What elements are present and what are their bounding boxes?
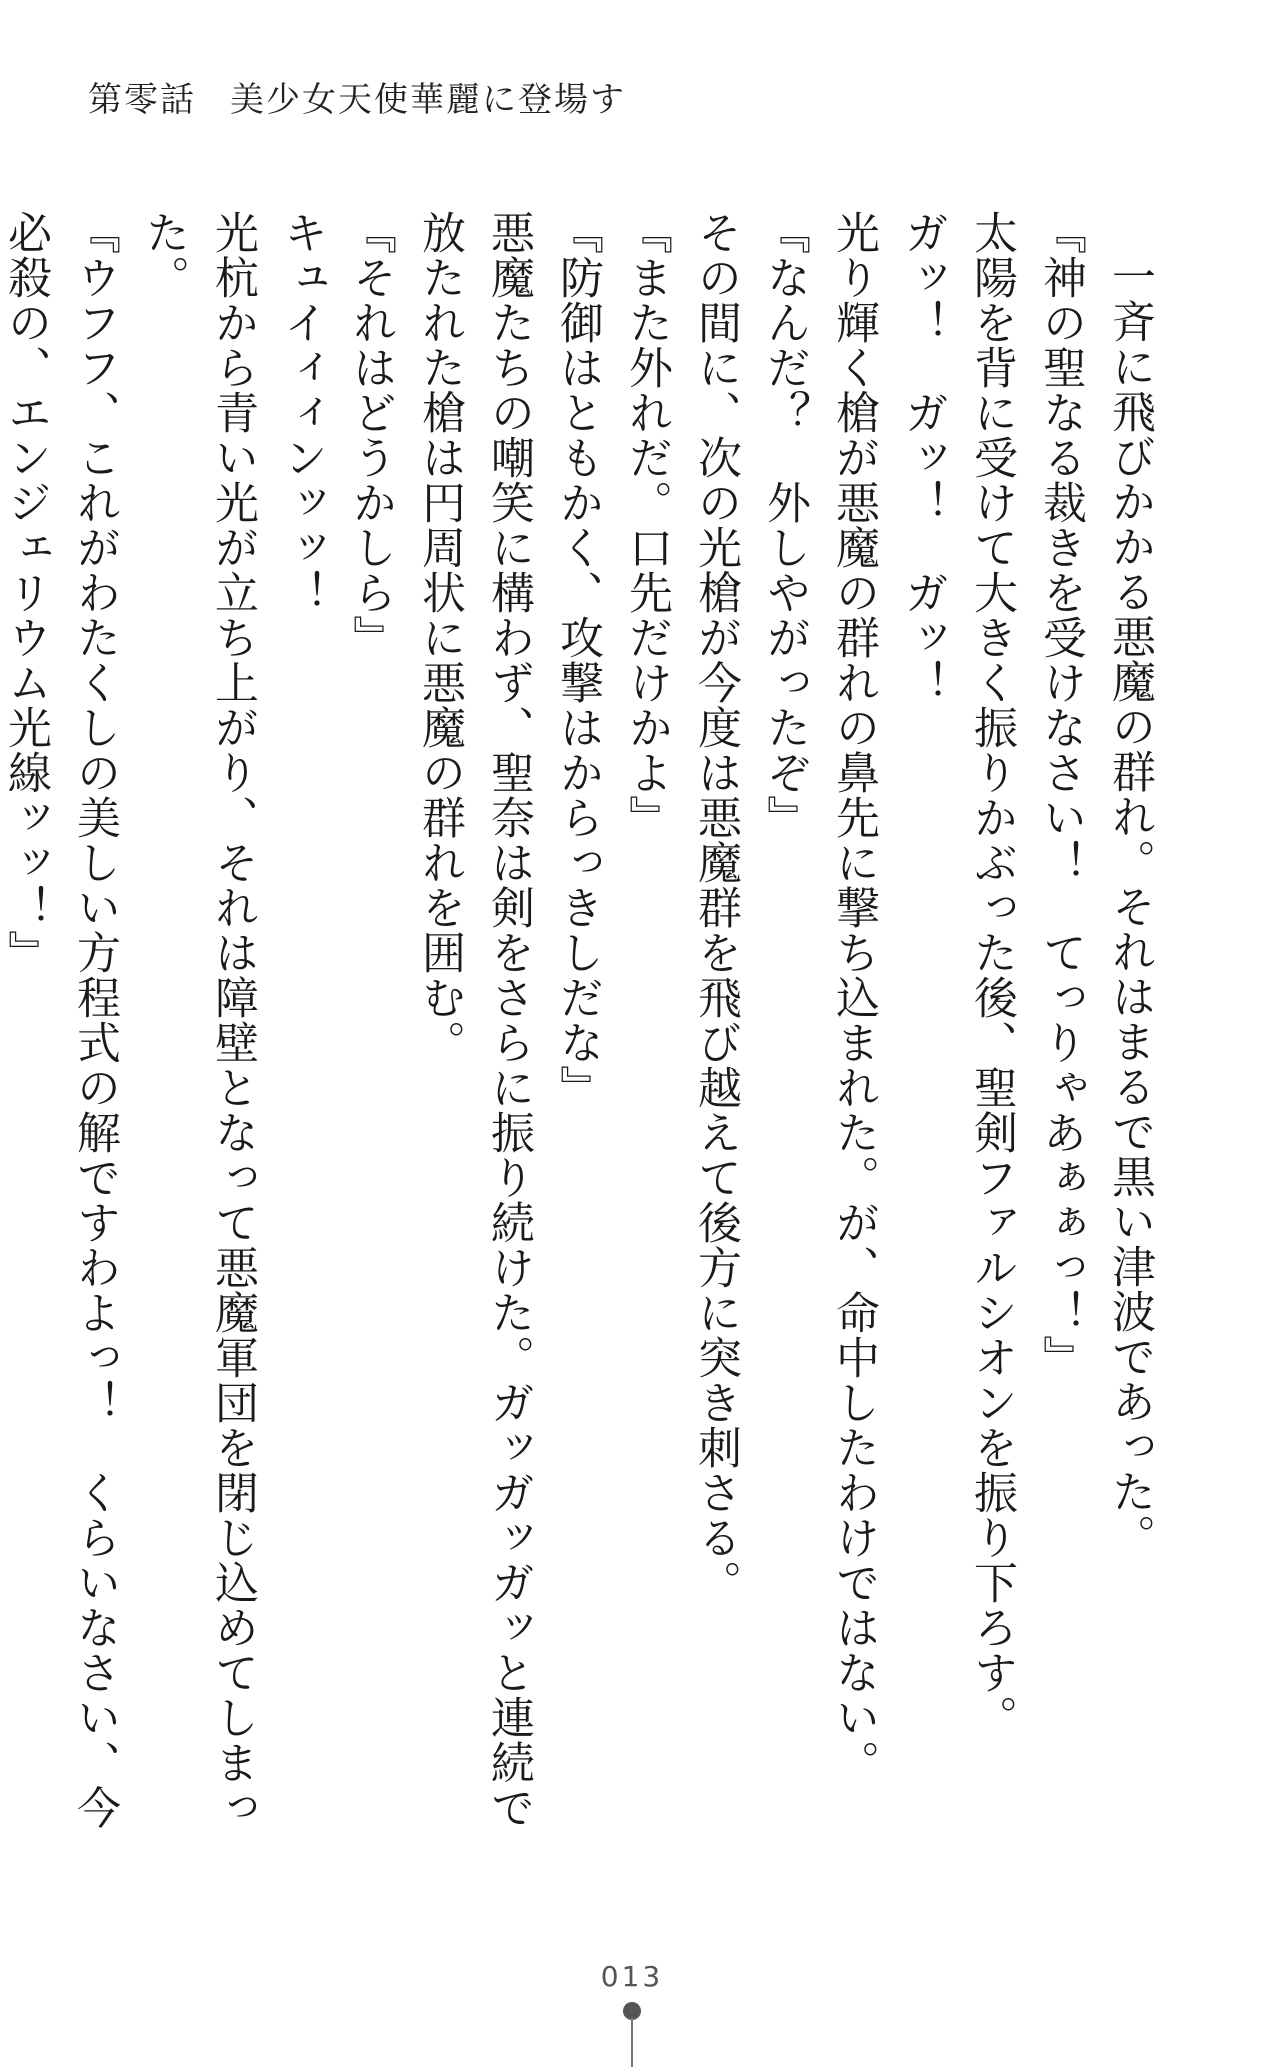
- paragraph: 太陽を背に受けて大きく振りかぶった後、聖剣ファルシオンを振り下ろす。: [966, 210, 1017, 1740]
- paragraph: 『また外れだ。口先だけかよ』: [621, 210, 672, 840]
- paragraph: 『ウフフ、これがわたくしの美しい方程式の解ですわよっ！ くらいなさい、今必殺の、エンジェリウム光線ッッ！』: [0, 210, 120, 1830]
- paragraph: 一斉に飛びかかる悪魔の群れ。それはまるで黒い津波であった。: [1104, 254, 1155, 1559]
- paragraph: ガッ！ ガッ！ ガッ！: [897, 210, 948, 705]
- paragraph: 『防御はともかく、攻撃はからっきしだな』: [552, 210, 603, 1110]
- page-number: 013: [600, 1960, 664, 1993]
- paragraph: 『神の聖なる裁きを受けなさい！ てっりゃあぁぁっ！』: [1035, 210, 1086, 1380]
- chapter-number: 第零話: [88, 80, 196, 120]
- paragraph: 悪魔たちの嘲笑に構わず、聖奈は剣をさらに振り続けた。ガッガッガッと連続で放たれた槍は円周状に悪魔の群れを囲む。: [414, 210, 534, 1830]
- paragraph: 光杭から青い光が立ち上がり、それは障壁となって悪魔軍団を閉じ込めてしまった。: [138, 210, 258, 1830]
- paragraph: 『それはどうかしら』: [345, 210, 396, 660]
- paragraph: その間に、次の光槍が今度は悪魔群を飛び越えて後方に突き刺さる。: [690, 210, 741, 1605]
- paragraph: 『なんだ？ 外しやがったぞ』: [759, 210, 810, 840]
- chapter-header: [88, 72, 626, 121]
- paragraph: 光り輝く槍が悪魔の群れの鼻先に撃ち込まれた。が、命中したわけではない。: [828, 210, 879, 1785]
- page-marker-line: [631, 2018, 633, 2067]
- body-text: [0, 210, 1164, 1850]
- paragraph: キュイィィンッッ！: [276, 210, 327, 615]
- chapter-title: 美少女天使華麗に登場す: [230, 80, 626, 120]
